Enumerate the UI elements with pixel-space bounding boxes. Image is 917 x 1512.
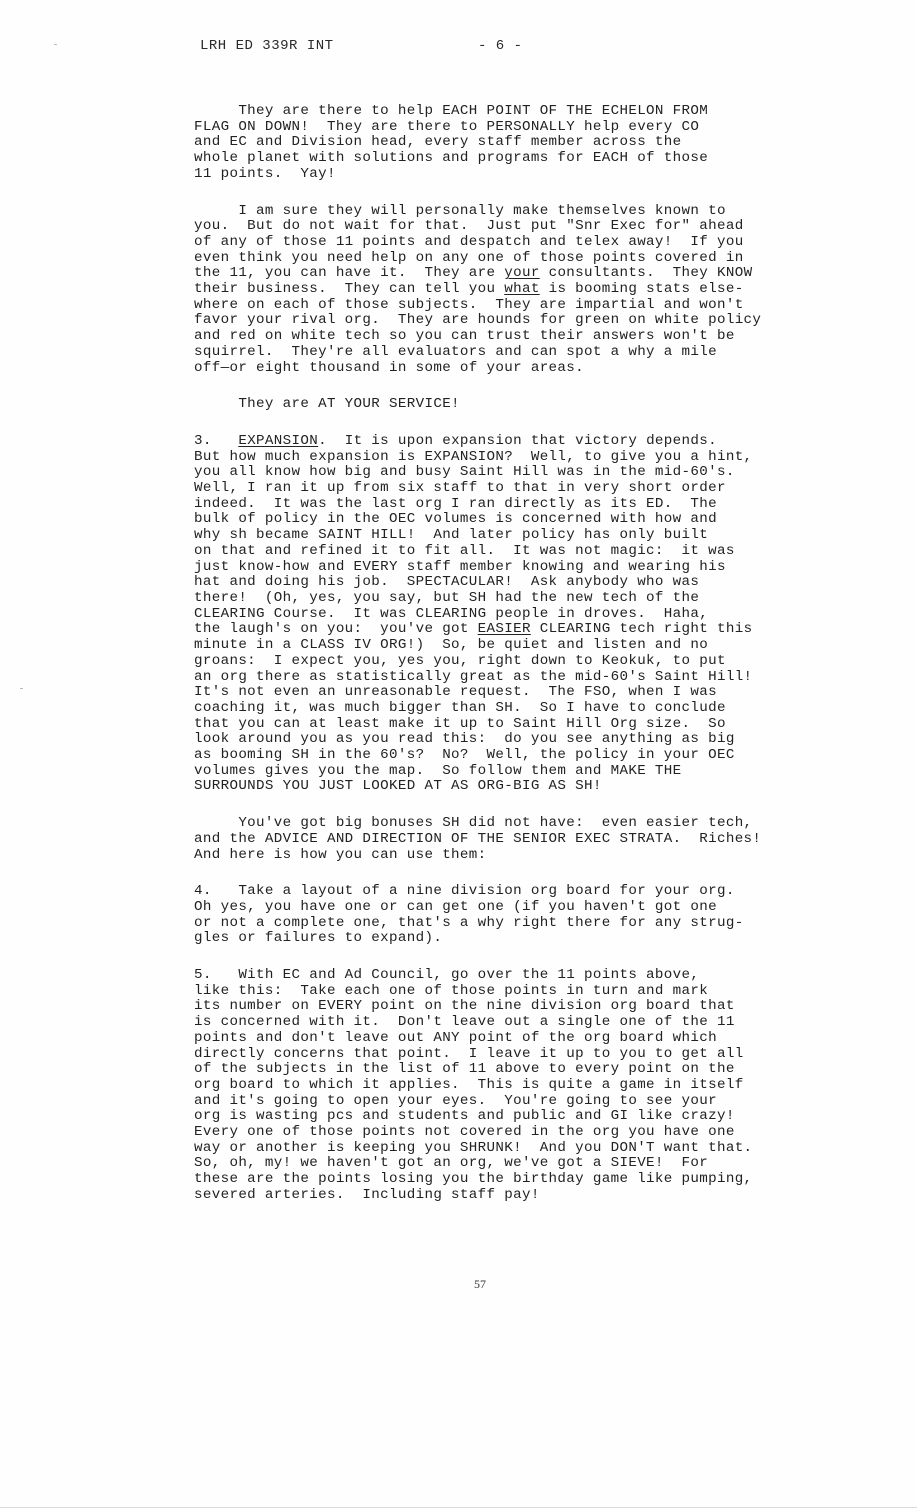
text-line: you all know how big and busy Saint Hill was in the mid-60's. [194, 464, 735, 481]
underlined-text: EXPANSION [238, 432, 319, 449]
text-line: its number on EVERY point on the nine division org board that [194, 998, 735, 1015]
text-line: FLAG ON DOWN! They are there to PERSONALLY help every CO [194, 118, 700, 135]
text-line: 11 points. Yay! [194, 165, 336, 182]
text-line: groans: I expect you, yes you, right down to Keokuk, to put [194, 652, 726, 669]
text-line: 3. EXPANSION. It is upon expansion that victory depends. [194, 432, 717, 449]
text-line: why sh became SAINT HILL! And later policy has only built [194, 527, 709, 544]
text-line: They are there to help EACH POINT OF THE ECHELON FROM [194, 103, 709, 119]
paragraph [194, 397, 834, 413]
scan-speck [54, 44, 57, 45]
text-line: SURROUNDS YOU JUST LOOKED AT AS ORG-BIG AS SH! [194, 778, 602, 795]
text-line: I am sure they will personally make themselves known to [194, 202, 726, 219]
text-line: But how much expansion is EXPANSION? Well, to give you a hint, [194, 448, 753, 465]
text-line: org is wasting pcs and students and public and GI like crazy! [194, 1108, 735, 1125]
paragraph [194, 816, 834, 863]
text-line: and red on white tech so you can trust their answers won't be [194, 328, 735, 345]
underlined-text: your [504, 265, 540, 282]
text-line: of any of those 11 points and despatch and telex away! If you [194, 233, 744, 250]
text-line: an org there as statistically great as the mid-60's Saint Hill! [194, 668, 753, 685]
text-line: Oh yes, you have one or can get one (if you haven't got one [194, 898, 717, 915]
text-line: volumes gives you the map. So follow them and MAKE THE [194, 762, 682, 779]
text-line: hat and doing his job. SPECTACULAR! Ask anybody who was [194, 574, 700, 591]
text-line: and it's going to open your eyes. You're going to see your [194, 1092, 717, 1109]
header-page-number: - 6 - [478, 38, 523, 54]
page-header [200, 38, 523, 54]
paragraph [194, 884, 834, 947]
text-line: minute in a CLASS IV ORG!) So, be quiet and listen and no [194, 637, 709, 654]
folio-page-number: 57 [474, 1277, 486, 1291]
text-line: on that and refined it to fit all. It was not magic: it was [194, 542, 735, 559]
text-line: You've got big bonuses SH did not have: even easier tech, [194, 815, 753, 832]
text-line: way or another is keeping you SHRUNK! And you DON'T want that. [194, 1139, 753, 1156]
text-line: They are AT YOUR SERVICE! [194, 396, 460, 413]
text-line: Well, I ran it up from six staff to that in very short order [194, 480, 726, 497]
underlined-text: what [504, 281, 540, 298]
scan-edge [0, 1507, 917, 1508]
text-line: and EC and Division head, every staff member across the [194, 134, 682, 151]
text-line: CLEARING Course. It was CLEARING people in droves. Haha, [194, 605, 709, 622]
text-line: or not a complete one, that's a why right there for any strug- [194, 914, 744, 931]
text-line: coaching it, was much bigger than SH. So I have to conclude [194, 699, 726, 716]
header-reference: LRH ED 339R INT [200, 38, 334, 54]
text-line: And here is how you can use them: [194, 846, 487, 863]
text-line: is concerned with it. Don't leave out a single one of the 11 [194, 1014, 735, 1031]
paragraph [194, 968, 834, 1204]
text-line: It's not even an unreasonable request. The FSO, when I was [194, 684, 717, 701]
text-line: So, oh, my! we haven't got an org, we've got a SIEVE! For [194, 1155, 709, 1172]
text-line: look around you as you read this: do you see anything as big [194, 731, 735, 748]
text-line: org board to which it applies. This is quite a game in itself [194, 1076, 744, 1093]
text-line: the laugh's on you: you've got EASIER CLEARING tech right this [194, 621, 753, 638]
text-line: 4. Take a layout of a nine division org board for your org. [194, 883, 735, 900]
text-line: off—or eight thousand in some of your areas. [194, 359, 585, 376]
text-line: just know-how and EVERY staff member knowing and wearing his [194, 558, 726, 575]
text-line: where on each of those subjects. They are impartial and won't [194, 296, 744, 313]
text-line: as booming SH in the 60's? No? Well, the policy in your OEC [194, 747, 735, 764]
text-line: directly concerns that point. I leave it up to you to get all [194, 1045, 744, 1062]
text-line: indeed. It was the last org I ran directly as its ED. The [194, 495, 717, 512]
text-line: of the subjects in the list of 11 above to every point on the [194, 1061, 735, 1078]
text-line: that you can at least make it up to Saint Hill Org size. So [194, 715, 726, 732]
body-text [194, 104, 834, 1225]
text-line: you. But do not wait for that. Just put "Snr Exec for" ahead [194, 218, 744, 235]
text-line: the 11, you can have it. They are your consultants. They KNOW [194, 265, 753, 282]
text-line: gles or failures to expand). [194, 930, 443, 947]
text-line: and the ADVICE AND DIRECTION OF THE SENIOR EXEC STRATA. Riches! [194, 830, 762, 847]
text-line: Every one of those points not covered in the org you have one [194, 1124, 735, 1141]
underlined-text: EASIER [477, 621, 531, 638]
text-line: these are the points losing you the birthday game like pumping, [194, 1171, 753, 1188]
text-line: their business. They can tell you what is booming stats else- [194, 281, 744, 298]
paragraph [194, 104, 834, 183]
text-line: bulk of policy in the OEC volumes is concerned with how and [194, 511, 717, 528]
text-line: even think you need help on any one of those points covered in [194, 249, 744, 266]
text-line: points and don't leave out ANY point of the org board which [194, 1029, 717, 1046]
scan-speck [20, 688, 23, 689]
text-line: whole planet with solutions and programs for EACH of those [194, 150, 709, 167]
text-line: favor your rival org. They are hounds for green on white policy [194, 312, 762, 329]
paragraph [194, 204, 834, 377]
paragraph [194, 434, 834, 795]
text-line: squirrel. They're all evaluators and can spot a why a mile [194, 343, 717, 360]
text-line: like this: Take each one of those points in turn and mark [194, 982, 709, 999]
text-line: severed arteries. Including staff pay! [194, 1186, 540, 1203]
text-line: there! (Oh, yes, you say, but SH had the new tech of the [194, 589, 700, 606]
text-line: 5. With EC and Ad Council, go over the 11 points above, [194, 967, 700, 984]
